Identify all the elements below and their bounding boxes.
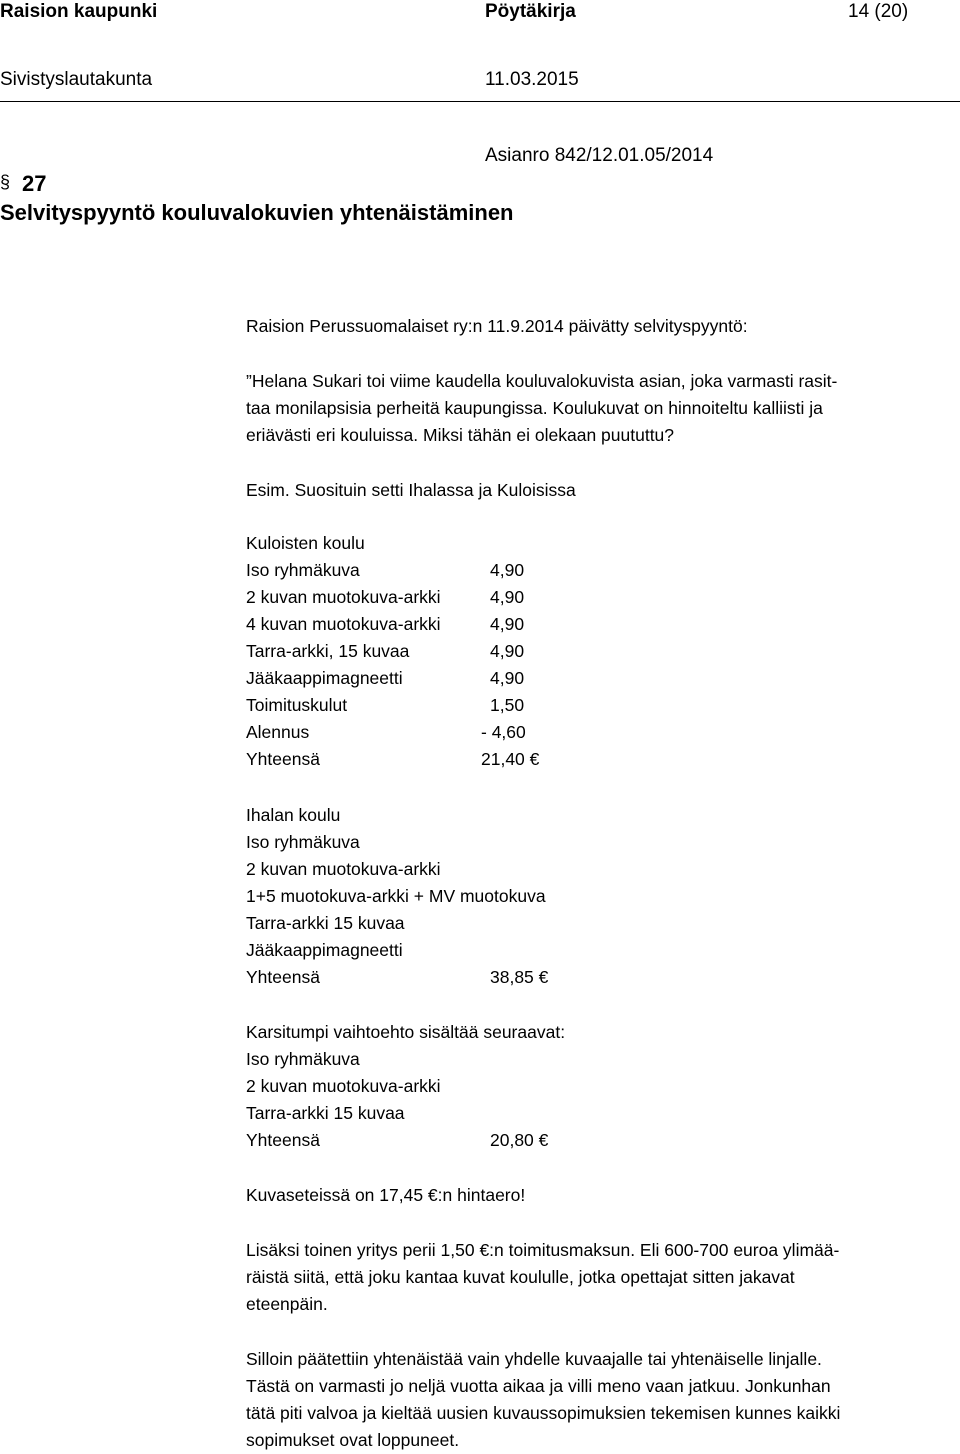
price-value: 4,90 xyxy=(490,614,525,634)
price-label: Toimituskulut xyxy=(246,695,348,715)
quote-line: ”Helana Sukari toi viime kaudella kouluvalokuvista asian, joka varmasti rasit- xyxy=(246,371,838,391)
header-divider xyxy=(0,101,960,102)
total-label: Yhteensä xyxy=(246,1130,320,1150)
total-value: 21,40 € xyxy=(481,749,540,769)
list-item: 1+5 muotokuva-arkki + MV muotokuva xyxy=(246,886,546,906)
item-number: 27 xyxy=(22,171,47,196)
price-value: 1,50 xyxy=(490,695,525,715)
price-label: 4 kuvan muotokuva-arkki xyxy=(246,614,441,634)
price-label: 2 kuvan muotokuva-arkki xyxy=(246,587,441,607)
paragraph-line: Lisäksi toinen yritys perii 1,50 €:n toimitusmaksun. Eli 600-700 euroa ylimää- xyxy=(246,1240,840,1260)
list-item: 2 kuvan muotokuva-arkki xyxy=(246,1076,441,1096)
total-value: 38,85 € xyxy=(490,967,549,987)
case-number: Asianro 842/12.01.05/2014 xyxy=(485,145,714,166)
list-item: Iso ryhmäkuva xyxy=(246,832,360,852)
price-value: 4,90 xyxy=(490,560,525,580)
school-heading: Ihalan koulu xyxy=(246,805,341,825)
total-label: Yhteensä xyxy=(246,967,320,987)
organization-name: Raision kaupunki xyxy=(0,1,158,22)
paragraph-line: Tästä on varmasti jo neljä vuotta aikaa ja villi meno vaan jatkuu. Jonkunhan xyxy=(246,1376,831,1396)
school-heading: Kuloisten koulu xyxy=(246,533,365,553)
price-label: Iso ryhmäkuva xyxy=(246,560,360,580)
paragraph-line: sopimukset ovat loppuneet. xyxy=(246,1430,460,1450)
meeting-date: 11.03.2015 xyxy=(485,69,579,90)
price-label: Alennus xyxy=(246,722,310,742)
paragraph-line: tätä piti valvoa ja kieltää uusien kuvaussopimuksien tekemisen kunnes kaikki xyxy=(246,1403,841,1423)
document-type: Pöytäkirja xyxy=(485,1,576,22)
option-heading: Karsitumpi vaihtoehto sisältää seuraavat: xyxy=(246,1022,566,1042)
list-item: 2 kuvan muotokuva-arkki xyxy=(246,859,441,879)
list-item: Tarra-arkki 15 kuvaa xyxy=(246,913,405,933)
item-title: Selvityspyyntö kouluvalokuvien yhtenäistäminen xyxy=(0,200,514,225)
price-difference-text: Kuvaseteissä on 17,45 €:n hintaero! xyxy=(246,1185,526,1205)
paragraph-line: eteenpäin. xyxy=(246,1294,328,1314)
list-item: Tarra-arkki 15 kuvaa xyxy=(246,1103,405,1123)
price-value: - 4,60 xyxy=(481,722,526,742)
total-value: 20,80 € xyxy=(490,1130,549,1150)
paragraph-line: Silloin päätettiin yhtenäistää vain yhdelle kuvaajalle tai yhtenäiselle linjalle. xyxy=(246,1349,822,1369)
example-text: Esim. Suosituin setti Ihalassa ja Kuloisissa xyxy=(246,480,576,500)
price-value: 4,90 xyxy=(490,641,525,661)
committee-name: Sivistyslautakunta xyxy=(0,69,153,90)
price-value: 4,90 xyxy=(490,668,525,688)
page-number: 14 (20) xyxy=(848,1,909,22)
total-label: Yhteensä xyxy=(246,749,320,769)
paragraph-line: räistä siitä, että joku kantaa kuvat koululle, jotka opettajat sitten jakavat xyxy=(246,1267,795,1287)
list-item: Jääkaappimagneetti xyxy=(246,940,403,960)
quote-line: taa monilapsisia perheitä kaupungissa. Koulukuvat on hinnoiteltu kalliisti ja xyxy=(246,398,823,418)
price-value: 4,90 xyxy=(490,587,525,607)
price-label: Jääkaappimagneetti xyxy=(246,668,403,688)
price-label: Tarra-arkki, 15 kuvaa xyxy=(246,641,410,661)
section-mark: § xyxy=(0,172,11,192)
intro-text: Raision Perussuomalaiset ry:n 11.9.2014 päivätty selvityspyyntö: xyxy=(246,316,748,336)
list-item: Iso ryhmäkuva xyxy=(246,1049,360,1069)
quote-line: eriävästi eri kouluissa. Miksi tähän ei olekaan puututtu? xyxy=(246,425,675,445)
